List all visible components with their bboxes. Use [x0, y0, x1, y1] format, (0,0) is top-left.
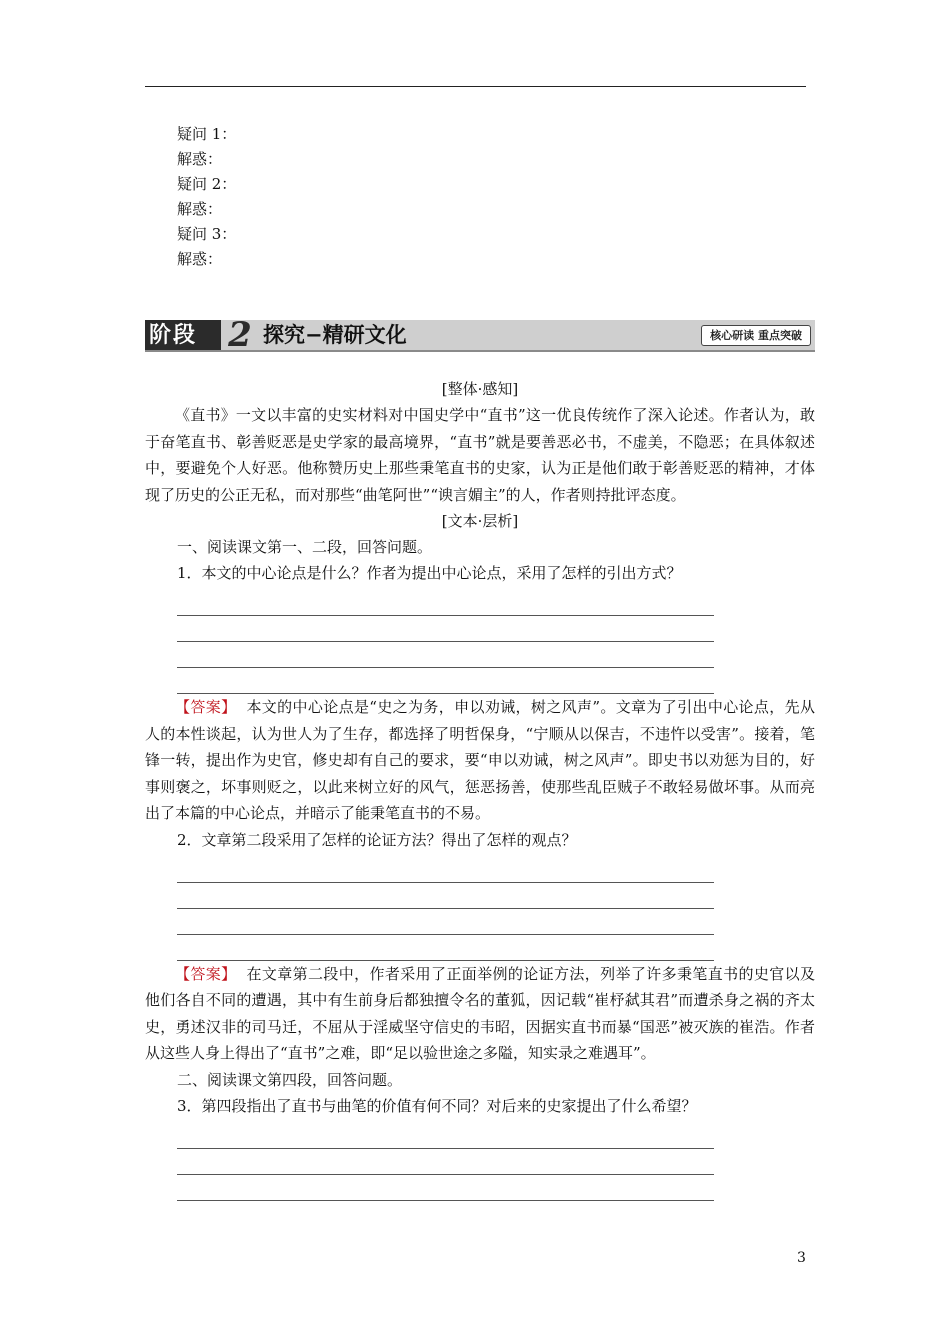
question-3: 3．第四段指出了直书与曲笔的价值有何不同？对后来的史家提出了什么希望？ — [177, 1096, 697, 1115]
overview-paragraph: 《直书》一文以丰富的史实材料对中国史学中“直书”这一优良传统作了深入论述。作者认为，敢于奋笔直书、彰善贬恶是史学家的最高境界，“直书”就是要善恶必书，不虚美，不隐恶；在具体叙述中，要避免个人好恶。他称赞历史上那些秉笔直书的史家，认为正是他们敢于彰善贬恶的精神，才体现了历史的公正无私，而对那些“曲笔阿世”“谀言媚主”的人，作者则持批评态度。 — [145, 406, 815, 504]
answer-2 — [145, 961, 815, 1067]
resolve-label: 解惑： — [177, 250, 223, 268]
answer-line — [177, 642, 714, 668]
answer-line — [177, 616, 714, 642]
section-heading-overall: [整体·感知] — [441, 380, 519, 398]
answer-lines-1 — [177, 590, 714, 694]
answer-line — [177, 1123, 714, 1149]
resolve-label: 解惑： — [177, 200, 223, 218]
page-number: 3 — [797, 1250, 806, 1266]
answer-line — [177, 668, 714, 694]
doubt-label: 疑问 1： — [177, 125, 237, 143]
answer-1 — [145, 694, 815, 827]
doubt-label: 疑问 3： — [177, 225, 237, 243]
answer-line — [177, 1149, 714, 1175]
answer-2-text: 在文章第二段中，作者采用了正面举例的论证方法，列举了许多秉笔直书的史官以及他们各自不同的遭遇，其中有生前身后都独擅令名的董狐，因记载“崔杼弑其君”而遭杀身之祸的齐太史，勇述汉非的司马迁，不屈从于淫威坚守信史的韦昭，因据实直书而暴“国恶”被灭族的崔浩。作者从这些人身上得出了“直书”之难，即“足以验世途之多隘，知实录之难遇耳”。 — [145, 964, 815, 1062]
question-1: 1．本文的中心论点是什么？作者为提出中心论点，采用了怎样的引出方式？ — [177, 564, 682, 582]
answer-line — [177, 857, 714, 883]
doubt-list — [177, 122, 236, 272]
main-content — [145, 376, 815, 1201]
section-heading-text: [文本·层析] — [441, 512, 519, 530]
answer-1-text: 本文的中心论点是“史之为务，申以劝诫，树之风声”。文章为了引出中心论点，先从人的本性谈起，认为世人为了生存，都选择了明哲保身，“宁顺从以保吉，不违忤以受害”。接着，笔锋一转，提出作为史官，修史却有自己的要求，要“申以劝诫，树之风声”。即史书以劝惩为目的，好事则褒之，坏事则贬之，以此来树立好的风气，惩恶扬善，使那些乱臣贼子不敢轻易做坏事。从而亮出了本篇的中心论点，并暗示了能秉笔直书的不易。 — [145, 698, 815, 822]
stage-tag: 核心研读 重点突破 — [701, 325, 811, 346]
answer-line — [177, 909, 714, 935]
answer-tag: 【答案】 — [175, 964, 237, 983]
answer-tag: 【答案】 — [175, 698, 237, 716]
answer-line — [177, 590, 714, 616]
question-2: 2．文章第二段采用了怎样的论证方法？得出了怎样的观点？ — [177, 830, 577, 849]
header-rule — [145, 86, 806, 87]
stage-label: 阶段 — [149, 322, 198, 348]
part-heading: 一、阅读课文第一、二段，回答问题。 — [177, 538, 433, 556]
stage-number: 2 — [228, 315, 252, 355]
answer-lines-3 — [177, 1123, 714, 1201]
stage-banner — [145, 315, 815, 355]
answer-line — [177, 1175, 714, 1201]
part-heading: 二、阅读课文第四段，回答问题。 — [177, 1070, 403, 1089]
answer-line — [177, 935, 714, 961]
answer-line — [177, 883, 714, 909]
answer-lines-2 — [177, 857, 714, 961]
stage-label-box — [145, 320, 221, 350]
resolve-label: 解惑： — [177, 150, 223, 168]
stage-title: 探究−精研文化 — [263, 322, 407, 347]
doubt-label: 疑问 2： — [177, 175, 237, 193]
